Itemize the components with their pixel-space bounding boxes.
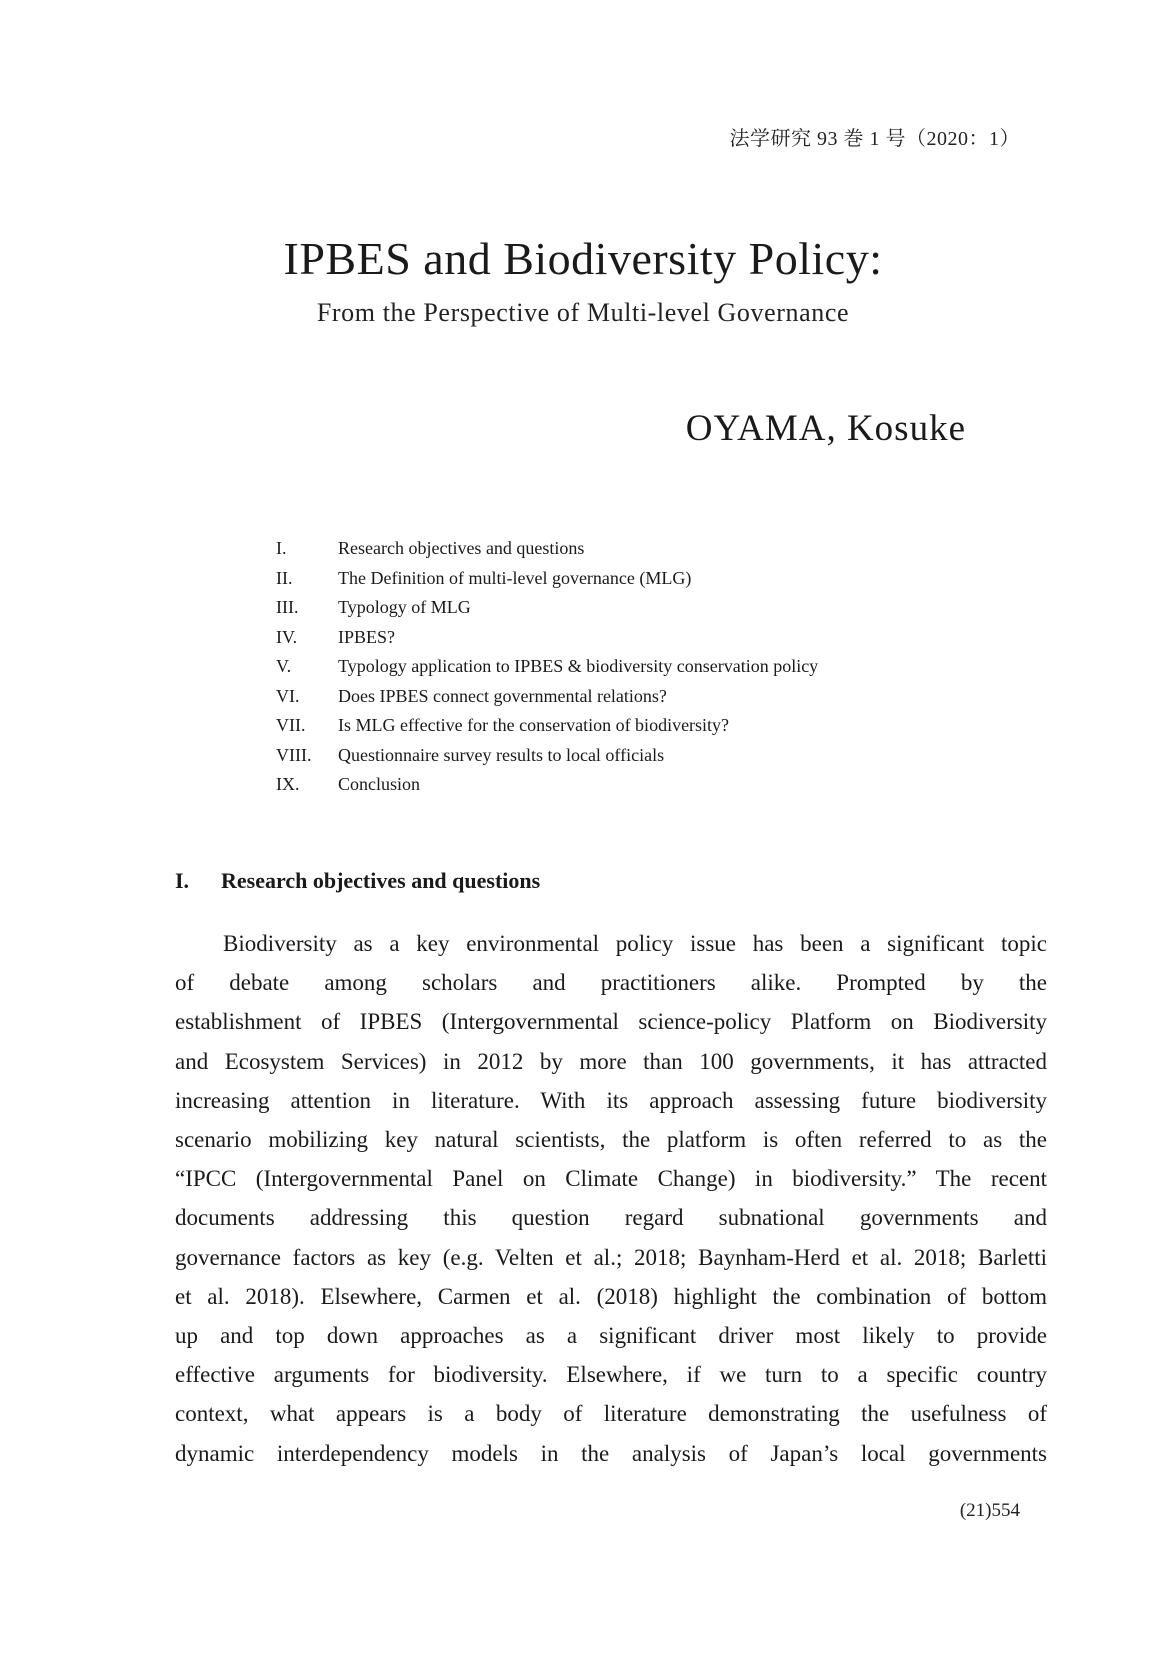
paragraph-line: establishment of IPBES (Intergovernmental science-policy Platform on Biodiversity <box>175 1009 1047 1035</box>
toc-label: Typology of MLG <box>338 597 471 617</box>
toc-item <box>276 711 818 741</box>
toc-number: II. <box>276 567 293 588</box>
article-title: IPBES and Biodiversity Policy: <box>283 233 883 284</box>
toc-number: VII. <box>276 715 306 735</box>
paragraph-line: of debate among scholars and practitioners alike. Prompted by the <box>175 970 1047 996</box>
paragraph-line: context, what appears is a body of literature demonstrating the usefulness of <box>175 1401 1047 1427</box>
toc-number: IX. <box>276 774 300 794</box>
article-subtitle: From the Perspective of Multi-level Governance <box>316 298 850 327</box>
toc-item <box>276 623 818 653</box>
toc-label: Conclusion <box>338 774 421 794</box>
body-paragraph <box>175 924 1047 1473</box>
paragraph-line: et al. 2018). Elsewhere, Carmen et al. (2018) highlight the combination of bottom <box>175 1283 1047 1309</box>
toc-label: Does IPBES connect governmental relations? <box>338 685 667 706</box>
running-header: 法学研究 93 巻 1 号（2020：1） <box>729 128 1020 150</box>
table-of-contents <box>276 534 818 800</box>
paragraph-line: and Ecosystem Services) in 2012 by more than 100 governments, it has attracted <box>175 1048 1047 1074</box>
paragraph-line: up and top down approaches as a significant driver most likely to provide <box>175 1323 1047 1349</box>
toc-number: IV. <box>276 626 298 647</box>
section-heading <box>175 868 540 894</box>
toc-number: III. <box>276 597 299 617</box>
toc-item <box>276 682 818 712</box>
toc-item <box>276 564 818 594</box>
paragraph-line: governance factors as key (e.g. Velten et al.; 2018; Baynham-Herd et al. 2018; Barletti <box>175 1244 1047 1270</box>
toc-label: Questionnaire survey results to local officials <box>338 744 665 765</box>
toc-number: V. <box>276 656 292 676</box>
toc-number: VI. <box>276 685 300 706</box>
paragraph-line: increasing attention in literature. With its approach assessing future biodiversity <box>175 1087 1047 1113</box>
toc-label: Is MLG effective for the conservation of biodiversity? <box>338 715 730 735</box>
paragraph-line: effective arguments for biodiversity. Elsewhere, if we turn to a specific country <box>175 1362 1047 1388</box>
paragraph-line: documents addressing this question regard subnational governments and <box>175 1205 1047 1231</box>
toc-item <box>276 770 818 800</box>
section-title: Research objectives and questions <box>221 868 541 893</box>
paragraph-line: scenario mobilizing key natural scientists, the platform is often referred to as the <box>175 1127 1047 1153</box>
toc-number: VIII. <box>276 744 312 765</box>
toc-item <box>276 652 818 682</box>
toc-item <box>276 534 818 564</box>
paragraph-line: dynamic interdependency models in the analysis of Japan’s local governments <box>175 1440 1047 1466</box>
toc-label: Research objectives and questions <box>338 538 585 558</box>
toc-item <box>276 593 818 623</box>
paragraph-line: Biodiversity as a key environmental policy issue has been a significant topic <box>223 931 1047 956</box>
section-number: I. <box>175 868 190 893</box>
paragraph-line: “IPCC (Intergovernmental Panel on Climate Change) in biodiversity.” The recent <box>175 1166 1047 1192</box>
page-number: (21)554 <box>959 1500 1020 1521</box>
toc-label: Typology application to IPBES & biodiversity conservation policy <box>338 656 819 676</box>
toc-label: The Definition of multi-level governance (MLG) <box>338 567 692 588</box>
toc-item <box>276 741 818 771</box>
toc-number: I. <box>276 538 287 558</box>
toc-label: IPBES? <box>338 626 396 647</box>
author-name: OYAMA, Kosuke <box>685 408 966 449</box>
